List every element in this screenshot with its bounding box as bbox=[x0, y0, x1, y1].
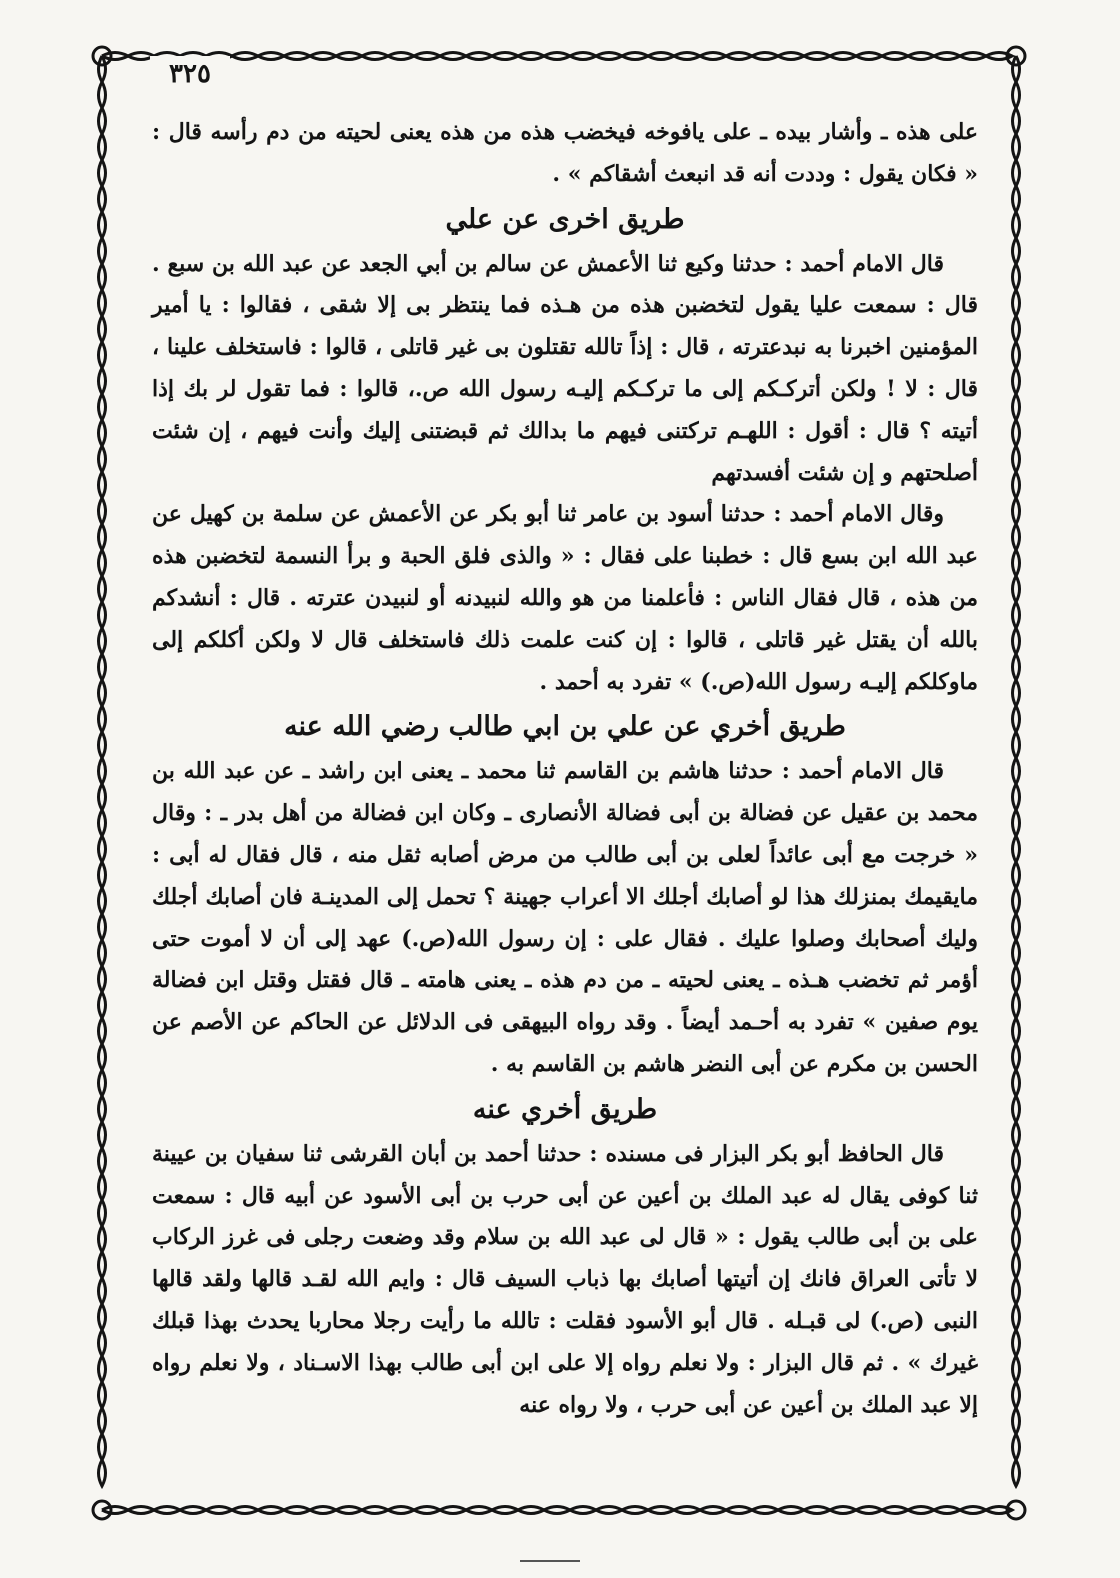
border-link bbox=[99, 212, 106, 238]
border-link bbox=[99, 160, 106, 186]
border-link bbox=[1013, 1122, 1020, 1148]
border-link bbox=[99, 1122, 106, 1148]
border-link bbox=[310, 53, 336, 60]
border-link bbox=[1013, 446, 1020, 472]
border-link bbox=[362, 53, 388, 60]
border-link bbox=[99, 524, 106, 550]
border-link bbox=[206, 1507, 232, 1514]
border-link bbox=[1013, 264, 1020, 290]
border-link bbox=[1013, 1200, 1020, 1226]
border-link bbox=[1013, 56, 1020, 82]
border-link bbox=[1013, 1018, 1020, 1044]
border-link bbox=[1013, 1434, 1020, 1460]
border-link bbox=[99, 82, 106, 108]
border-link bbox=[99, 914, 106, 940]
paragraph-4: قال الامام أحمد : حدثنا هاشم بن القاسم ثنا محمد ـ يعنى ابن راشد ـ عن عبد الله بن محمد بن عقيل عن فضالة بن أبى فضالة الأنصارى ـ وكان ابن فضالة من أهل بدر ـ : وقال « خرجت مع أبى عائداً لعلى بن أبى طالب من مرض أصابه ثقل منه ، قال فقال له أبى : مايقيمك بمنزلك هذا لو أصابك أجلك الا أعراب جهينة ؟ تحمل إلى المدينـة فان أصابك أجلك وليك أصحابك وصلوا عليك . فقال على : إن رسول الله(ص.) عهد إلى أن لا أموت حتى أؤمر ثم تخضب هـذه ـ يعنى لحيته ـ من دم هذه ـ يعنى هامته ـ قال فقتل وقتل ابن فضالة يوم صفين » تفرد به أحـمد أيضاً . وقد رواه البيهقى فى الدلائل عن الحاكم عن الأصم عن الحسن بن مكرم عن أبى النضر هاشم بن القاسم به . bbox=[152, 758, 978, 1077]
border-link bbox=[1013, 602, 1020, 628]
border-link bbox=[99, 862, 106, 888]
border-link bbox=[99, 810, 106, 836]
border-link bbox=[99, 576, 106, 602]
border-link bbox=[362, 1507, 388, 1514]
border-link bbox=[1013, 654, 1020, 680]
border-link bbox=[960, 53, 986, 60]
border-link bbox=[1013, 914, 1020, 940]
border-link bbox=[1013, 680, 1020, 706]
border-link bbox=[570, 53, 596, 60]
border-link bbox=[99, 1148, 106, 1174]
page-bottom-mark bbox=[520, 1560, 580, 1562]
border-link bbox=[99, 1070, 106, 1096]
border-link bbox=[99, 264, 106, 290]
border-link bbox=[830, 1507, 856, 1514]
border-link bbox=[1013, 342, 1020, 368]
paragraph-1: على هذه ـ وأشار بيده ـ على يافوخه فيخضب هذه من هذه يعنى لحيته من دم رأسه قال : « فكان يقول : وددت أنه قد انبعث أشقاكم » . bbox=[152, 119, 978, 187]
border-link bbox=[99, 836, 106, 862]
border-link bbox=[232, 53, 258, 60]
border-link bbox=[99, 108, 106, 134]
border-link bbox=[99, 706, 106, 732]
border-link bbox=[1013, 108, 1020, 134]
border-link bbox=[1013, 1330, 1020, 1356]
border-link bbox=[778, 53, 804, 60]
border-link bbox=[99, 1382, 106, 1408]
border-link bbox=[99, 316, 106, 342]
border-link bbox=[1013, 316, 1020, 342]
border-link bbox=[1013, 966, 1020, 992]
border-link bbox=[1013, 628, 1020, 654]
border-link bbox=[1013, 1044, 1020, 1070]
border-link bbox=[960, 1507, 986, 1514]
border-link bbox=[99, 1018, 106, 1044]
border-link bbox=[1013, 212, 1020, 238]
border-link bbox=[99, 420, 106, 446]
border-link bbox=[1013, 758, 1020, 784]
border-link bbox=[440, 53, 466, 60]
page-body bbox=[152, 112, 978, 1426]
border-link bbox=[596, 1507, 622, 1514]
border-link bbox=[1013, 1226, 1020, 1252]
border-link bbox=[1013, 1148, 1020, 1174]
border-link bbox=[700, 53, 726, 60]
border-link bbox=[99, 680, 106, 706]
border-link bbox=[99, 498, 106, 524]
border-link bbox=[99, 966, 106, 992]
border-link bbox=[804, 53, 830, 60]
border-link bbox=[492, 1507, 518, 1514]
border-link bbox=[882, 1507, 908, 1514]
border-link bbox=[1013, 836, 1020, 862]
border-link bbox=[99, 1200, 106, 1226]
border-link bbox=[1013, 82, 1020, 108]
border-link bbox=[1013, 1356, 1020, 1382]
border-link bbox=[1013, 888, 1020, 914]
border-link bbox=[1013, 940, 1020, 966]
border-link bbox=[1013, 862, 1020, 888]
border-link bbox=[466, 53, 492, 60]
border-link bbox=[99, 1408, 106, 1434]
border-link bbox=[1013, 992, 1020, 1018]
border-link bbox=[258, 53, 284, 60]
border-link bbox=[882, 53, 908, 60]
border-link bbox=[99, 1174, 106, 1200]
border-link bbox=[1013, 784, 1020, 810]
border-link bbox=[1013, 472, 1020, 498]
border-link bbox=[99, 1330, 106, 1356]
border-link bbox=[1013, 1408, 1020, 1434]
border-link bbox=[310, 1507, 336, 1514]
border-link bbox=[99, 654, 106, 680]
border-link bbox=[492, 53, 518, 60]
border-link bbox=[388, 1507, 414, 1514]
border-link bbox=[622, 53, 648, 60]
border-link bbox=[258, 1507, 284, 1514]
border-link bbox=[1013, 1252, 1020, 1278]
border-link bbox=[99, 1044, 106, 1070]
paragraph-3: وقال الامام أحمد : حدثنا أسود بن عامر ثنا أبو بكر عن الأعمش عن سلمة بن كهيل عن عبد الله ابن بسع قال : خطبنا على فقال : « والذى فلق الحبة و برأ النسمة لتخضبن هذه من هذه ، قال فقال الناس : فأعلمنا من هو والله لنبيدنه أو لنبيدن عترته . قال : أنشدكم بالله أن يقتل غير قاتلى ، قالوا : إن كنت علمت ذلك فاستخلف قال لا ولكن أكلكم إلى ماوكلكم إليـه رسول الله(ص.) » تفرد به أحمد . bbox=[152, 501, 978, 695]
border-link bbox=[778, 1507, 804, 1514]
border-link bbox=[726, 53, 752, 60]
border-link bbox=[934, 53, 960, 60]
border-link bbox=[284, 53, 310, 60]
border-link bbox=[1013, 160, 1020, 186]
border-link bbox=[596, 53, 622, 60]
border-link bbox=[99, 1096, 106, 1122]
border-link bbox=[99, 1356, 106, 1382]
border-link bbox=[1013, 290, 1020, 316]
border-link bbox=[1013, 1460, 1020, 1486]
border-link bbox=[99, 1304, 106, 1330]
paragraph-5: قال الحافظ أبو بكر البزار فى مسنده : حدثنا أحمد بن أبان القرشى ثنا سفيان بن عيينة ثنا كوفى يقال له عبد الملك بن أعين عن أبى حرب بن أبى الأسود عن أبيه قال : سمعت على بن أبى طالب يقول : « قال لى عبد الله بن سلام وقد وضعت رجلى فى غرز الركاب لا تأتى العراق فانك إن أتيتها أصابك بها ذباب السيف قال : وايم الله لقـد قالها ولقد قالها النبى (ص.) لى قبـله . قال أبو الأسود فقلت : تالله ما رأيت رجلا محاربا يحدث بهذا قبلك غيرك » . ثم قال البزار : ولا نعلم رواه إلا على ابن أبى طالب بهذا الاسـناد ، ولا نعلم رواه إلا عبد الملك بن أعين عن أبى حرب ، ولا رواه عنه bbox=[152, 1140, 978, 1418]
border-link bbox=[99, 1252, 106, 1278]
border-link bbox=[99, 784, 106, 810]
border-link bbox=[1013, 1304, 1020, 1330]
border-link bbox=[856, 1507, 882, 1514]
border-link bbox=[99, 1278, 106, 1304]
border-link bbox=[908, 1507, 934, 1514]
border-link bbox=[1013, 498, 1020, 524]
border-link bbox=[99, 368, 106, 394]
border-link bbox=[466, 1507, 492, 1514]
border-link bbox=[99, 394, 106, 420]
border-link bbox=[700, 1507, 726, 1514]
border-link bbox=[99, 602, 106, 628]
border-link bbox=[99, 238, 106, 264]
border-link bbox=[674, 53, 700, 60]
border-link bbox=[1013, 1096, 1020, 1122]
border-link bbox=[180, 1507, 206, 1514]
border-link bbox=[99, 186, 106, 212]
border-link bbox=[99, 992, 106, 1018]
border-link bbox=[99, 628, 106, 654]
border-link bbox=[99, 732, 106, 758]
border-link bbox=[1013, 706, 1020, 732]
border-link bbox=[1013, 810, 1020, 836]
section-heading-2: طريق أخري عن علي بن ابي طالب رضي الله عنه bbox=[284, 711, 846, 743]
border-link bbox=[570, 1507, 596, 1514]
border-link bbox=[1013, 368, 1020, 394]
border-link bbox=[99, 1226, 106, 1252]
border-link bbox=[99, 290, 106, 316]
border-link bbox=[99, 1434, 106, 1460]
border-link bbox=[1013, 186, 1020, 212]
border-link bbox=[1013, 1278, 1020, 1304]
border-link bbox=[154, 1507, 180, 1514]
border-link bbox=[1013, 238, 1020, 264]
section-heading-3: طريق أخري عنه bbox=[472, 1093, 658, 1125]
border-link bbox=[1013, 524, 1020, 550]
border-link bbox=[102, 1507, 128, 1514]
page-number: ٣٢٥ bbox=[150, 56, 230, 92]
border-link bbox=[908, 53, 934, 60]
border-link bbox=[99, 888, 106, 914]
border-link bbox=[1013, 394, 1020, 420]
border-link bbox=[1013, 550, 1020, 576]
border-link bbox=[856, 53, 882, 60]
border-link bbox=[99, 940, 106, 966]
border-link bbox=[336, 1507, 362, 1514]
border-link bbox=[674, 1507, 700, 1514]
section-heading-1: طريق اخرى عن علي bbox=[445, 203, 685, 235]
border-link bbox=[726, 1507, 752, 1514]
border-link bbox=[1013, 420, 1020, 446]
border-link bbox=[830, 53, 856, 60]
border-link bbox=[1013, 576, 1020, 602]
border-link bbox=[544, 1507, 570, 1514]
border-link bbox=[648, 1507, 674, 1514]
border-link bbox=[128, 1507, 154, 1514]
border-link bbox=[99, 550, 106, 576]
border-link bbox=[99, 342, 106, 368]
border-link bbox=[99, 446, 106, 472]
border-link bbox=[232, 1507, 258, 1514]
border-link bbox=[934, 1507, 960, 1514]
border-link bbox=[518, 1507, 544, 1514]
border-link bbox=[99, 56, 106, 82]
border-link bbox=[388, 53, 414, 60]
border-link bbox=[414, 53, 440, 60]
border-link bbox=[99, 1460, 106, 1486]
border-link bbox=[1013, 732, 1020, 758]
border-link bbox=[752, 1507, 778, 1514]
border-link bbox=[414, 1507, 440, 1514]
border-link bbox=[99, 134, 106, 160]
paragraph-2: قال الامام أحمد : حدثنا وكيع ثنا الأعمش عن سالم بن أبي الجعد عن عبد الله بن سبع . قال : سمعت عليا يقول لتخضبن هذه من هـذه فما ينتظر بى إلا شقى ، فقالوا : يا أمير المؤمنين اخبرنا به نبدعترته ، قال : إذاً تالله تقتلون بى غير قاتلى ، قالوا : فاستخلف علينا ، قال : لا ! ولكن أتركـكم إلى ما تركـكم إليـه رسول الله ص.، قالوا : فما تقول لر بك إذا أتيته ؟ قال : أقول : اللهـم تركتنى فيهم ما بدالك ثم قبضتنى إليك وأنت فيهم ، إن شئت أصلحتهم و إن شئت أفسدتهم bbox=[152, 250, 978, 486]
border-link bbox=[648, 53, 674, 60]
border-link bbox=[99, 758, 106, 784]
border-link bbox=[518, 53, 544, 60]
border-link bbox=[1013, 1070, 1020, 1096]
border-link bbox=[752, 53, 778, 60]
border-link bbox=[336, 53, 362, 60]
border-link bbox=[622, 1507, 648, 1514]
border-link bbox=[440, 1507, 466, 1514]
border-link bbox=[284, 1507, 310, 1514]
border-link bbox=[102, 53, 128, 60]
border-link bbox=[804, 1507, 830, 1514]
border-link bbox=[1013, 1174, 1020, 1200]
border-link bbox=[99, 472, 106, 498]
border-link bbox=[1013, 134, 1020, 160]
border-link bbox=[544, 53, 570, 60]
border-link bbox=[1013, 1382, 1020, 1408]
